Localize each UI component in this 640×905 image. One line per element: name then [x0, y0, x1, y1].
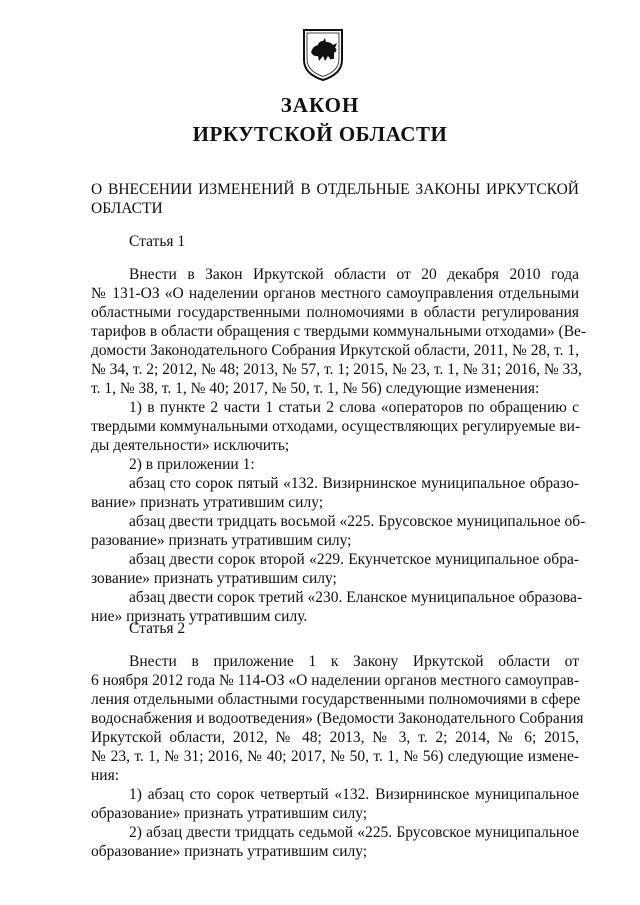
- article2-line: Иркутской области, 2012, № 48; 2013, № 3, т. 2; 2014, № 6; 2015,: [91, 729, 579, 746]
- article2-line: 1) абзац сто сорок четвертый «132. Визирнинское муниципальное: [129, 786, 579, 803]
- article1-line: ние» признать утратившим силу.: [91, 608, 308, 625]
- article1-line: областными государственными полномочиями в области регулирования: [91, 304, 579, 321]
- article1-line: абзац двести сорок третий «230. Еланское муниципальное образова-: [129, 589, 582, 606]
- article1-line: Внести в Закон Иркутской области от 20 декабря 2010 года: [129, 266, 579, 283]
- article1-line: абзац двести тридцать восьмой «225. Брусовское муниципальное об-: [129, 513, 586, 530]
- article1-line: абзац двести сорок второй «229. Екунчетское муниципальное обра-: [129, 551, 579, 568]
- article1-line: разование» признать утратившим силу;: [91, 532, 352, 549]
- article2-line: ления отдельными областными государственными полномочиями в сфере: [91, 691, 581, 708]
- article2-line: образование» признать утратившим силу;: [91, 843, 368, 860]
- article2-line: водоснабжения и водоотведения» (Ведомости Законодательного Собрания: [91, 710, 584, 727]
- article1-line: № 34, т. 2; 2012, № 48; 2013, № 57, т. 1; 2015, № 23, т. 1, № 31; 2016, № 33,: [91, 361, 582, 378]
- article1-line: вание» признать утратившим силу;: [91, 494, 324, 511]
- article1-line: т. 1, № 38, т. 1, № 40; 2017, № 50, т. 1, № 56) следующие изменения:: [91, 380, 540, 397]
- article1-line: № 131-ОЗ «О наделении органов местного самоуправления отдельными: [91, 285, 579, 302]
- document-subject: О ВНЕСЕНИИ ИЗМЕНЕНИЙ В ОТДЕЛЬНЫЕ ЗАКОНЫ ИРКУТСКОЙ ОБЛАСТИ: [91, 181, 579, 217]
- article1-line: твердыми коммунальными отходами, осуществляющих регулируемые ви-: [91, 418, 581, 435]
- article1-line: зование» признать утратившим силу;: [91, 570, 337, 587]
- article1-line: ды деятельности» исключить;: [91, 437, 290, 454]
- article1-line: 2) в приложении 1:: [129, 456, 255, 473]
- article1-line: тарифов в области обращения с твердыми коммунальными отходами» (Ве-: [91, 323, 587, 340]
- document-title-line2: ИРКУТСКОЙ ОБЛАСТИ: [192, 122, 448, 146]
- article2-line: образование» признать утратившим силу;: [91, 805, 368, 822]
- article2-heading: Статья 2: [129, 620, 186, 637]
- article2-line: № 23, т. 1, № 31; 2016, № 40; 2017, № 50, т. 1, № 56) следующие измене-: [91, 748, 579, 765]
- article2-line: 2) абзац двести тридцать седьмой «225. Брусовское муниципальное: [129, 824, 579, 841]
- article1-line: абзац сто сорок пятый «132. Визирнинское муниципальное образо-: [129, 475, 579, 492]
- article2-line: ния:: [91, 767, 120, 784]
- article1-line: домости Законодательного Собрания Иркутской области, 2011, № 28, т. 1,: [91, 342, 579, 359]
- document-title-line1: ЗАКОН: [280, 93, 360, 117]
- article1-heading: Статья 1: [129, 233, 186, 250]
- article2-line: 6 ноября 2012 года № 114-ОЗ «О наделении органов местного самоуправ-: [91, 672, 579, 689]
- article2-line: Внести в приложение 1 к Закону Иркутской области от: [129, 653, 579, 670]
- article1-line: 1) в пункте 2 части 1 статьи 2 слова «операторов по обращению с: [129, 399, 579, 416]
- coat-of-arms-icon: [301, 28, 345, 82]
